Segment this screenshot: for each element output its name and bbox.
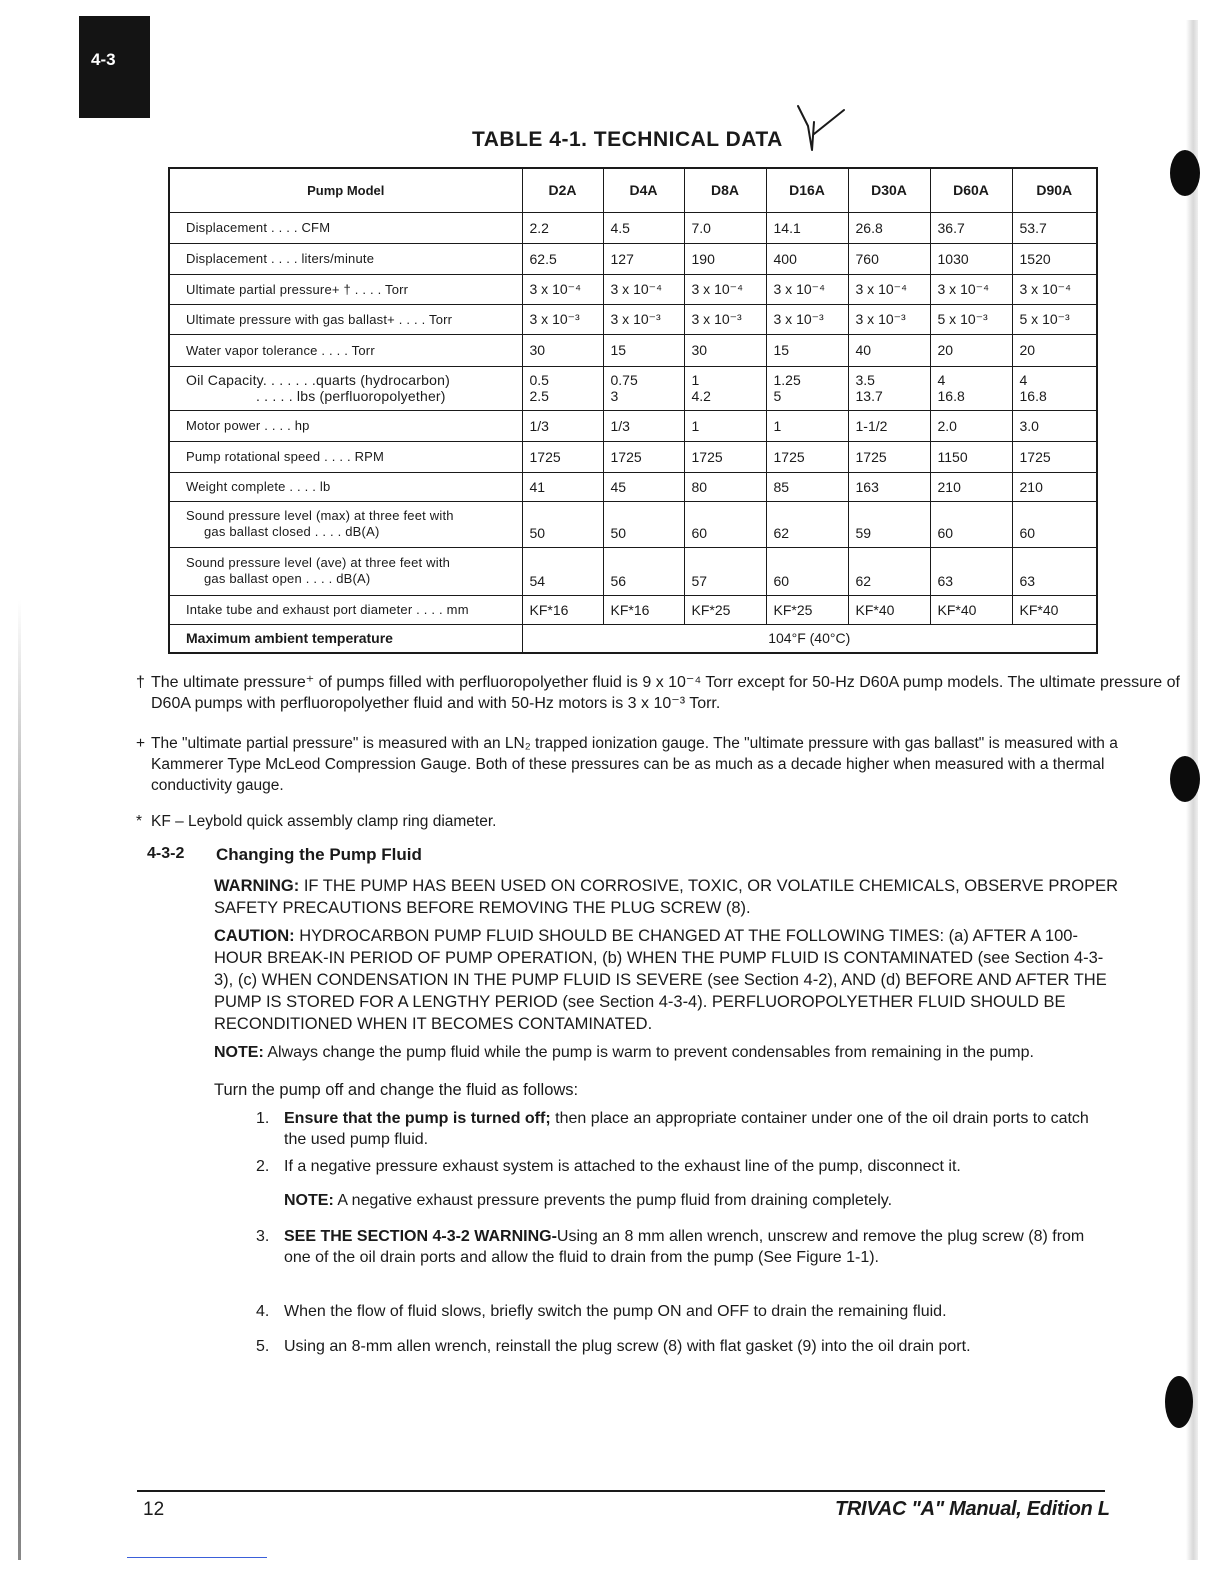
section-number: 4-3-2 — [147, 845, 185, 862]
table-row — [169, 212, 1097, 243]
cell: 1030 — [930, 243, 1012, 274]
header-model: D2A — [522, 168, 603, 212]
table-row — [169, 410, 1097, 441]
header-model: D8A — [684, 168, 766, 212]
caution-paragraph — [214, 925, 1119, 1035]
cell: 210 — [1012, 472, 1097, 501]
oil-label-hydrocarbon: Oil Capacity. . . . . . .quarts (hydrocarbon) — [186, 372, 450, 388]
step-text: Using an 8-mm allen wrench, reinstall the plug screw (8) with flat gasket (9) into the oil drain port. — [284, 1338, 971, 1355]
row-label — [169, 366, 522, 410]
row-label: Ultimate pressure with gas ballast+ . . . . Torr — [169, 304, 522, 334]
cell: 5 x 10⁻³ — [930, 304, 1012, 334]
step-number: 3. — [256, 1228, 270, 1245]
cell: 3 x 10⁻⁴ — [1012, 274, 1097, 304]
cell: KF*25 — [684, 595, 766, 624]
step-bold: SEE THE SECTION 4-3-2 WARNING- — [284, 1228, 557, 1245]
header-model: D4A — [603, 168, 684, 212]
caution-text: HYDROCARBON PUMP FLUID SHOULD BE CHANGED AT THE FOLLOWING TIMES: (a) AFTER A 100-HOUR BREAK-IN PERIOD OF PUMP OPERATION, (b) WHEN THE PUMP FLUID IS CONTAMINATED (see Section 4-3-3), (c) WHEN CONDENSATION IN THE PUMP FLUID IS SEVERE (see Section 4-2), AND (d) BEFORE AND AFTER THE PUMP IS STORED FOR A LENGTHY PERIOD (see Section 4-3-4). PERFLUOROPOLYETHER FLUID SHOULD BE RECONDITIONED WHEN IT BECOMES CONTAMINATED. — [214, 927, 1107, 1033]
step-text: If a negative pressure exhaust system is attached to the exhaust line of the pump, disconnect it. — [284, 1158, 961, 1175]
cell: 3 x 10⁻³ — [603, 304, 684, 334]
table-row — [169, 595, 1097, 624]
chapter-tab-label: 4-3 — [91, 50, 116, 69]
cell: 1725 — [603, 441, 684, 472]
cell: 41 — [522, 472, 603, 501]
cell: 15 — [766, 334, 848, 366]
footnote-symbol: † — [136, 674, 145, 691]
header-model: D90A — [1012, 168, 1097, 212]
step-1 — [256, 1108, 1106, 1150]
cell: 53.7 — [1012, 212, 1097, 243]
cell: 760 — [848, 243, 930, 274]
step-2 — [256, 1156, 1106, 1177]
note-paragraph — [214, 1042, 1119, 1064]
cell: 4.5 — [603, 212, 684, 243]
cell: 85 — [766, 472, 848, 501]
cell: 3.0 — [1012, 410, 1097, 441]
row-label: Motor power . . . . hp — [169, 410, 522, 441]
table-row-oil-capacity — [169, 366, 1097, 410]
intro-paragraph: Turn the pump off and change the fluid as follows: — [214, 1081, 579, 1099]
cell: 54 — [522, 547, 603, 595]
cell: 3 x 10⁻³ — [522, 304, 603, 334]
cell: 190 — [684, 243, 766, 274]
header-model: D30A — [848, 168, 930, 212]
table-header-row — [169, 168, 1097, 212]
cell: KF*40 — [848, 595, 930, 624]
row-label: Weight complete . . . . lb — [169, 472, 522, 501]
table-row — [169, 304, 1097, 334]
footnote-symbol: * — [136, 813, 143, 830]
step-number: 5. — [256, 1338, 270, 1355]
header-pump-model: Pump Model — [169, 168, 522, 212]
cell: 163 — [848, 472, 930, 501]
row-label: Water vapor tolerance . . . . Torr — [169, 334, 522, 366]
cell: 3 x 10⁻⁴ — [603, 274, 684, 304]
table-row-sound-max — [169, 501, 1097, 547]
cell: 2.0 — [930, 410, 1012, 441]
cell: 50 — [603, 501, 684, 547]
note-label: NOTE: — [284, 1192, 334, 1209]
cell: 210 — [930, 472, 1012, 501]
step-text: Using an 8 mm allen wrench, unscrew and remove the plug screw (8) from one of the oil drain ports and allow the fluid to drain from the pump (See Figure 1-1). — [284, 1228, 1085, 1266]
cell: 57 — [684, 547, 766, 595]
footnote-star — [136, 811, 1036, 832]
cell: 63 — [930, 547, 1012, 595]
caution-label: CAUTION: — [214, 927, 295, 945]
cell: 4 16.8 — [1012, 366, 1097, 410]
cell: 3 x 10⁻⁴ — [522, 274, 603, 304]
step-5 — [256, 1336, 1056, 1357]
footnote-dagger — [136, 672, 1181, 714]
cell: 80 — [684, 472, 766, 501]
cell: 1725 — [522, 441, 603, 472]
footnote-text: The "ultimate partial pressure" is measured with an LN₂ trapped ionization gauge. The "ultimate pressure with gas ballast" is measured with a Kammerer Type McLeod Compression Gauge. Both of these pressures can be as much as a decade higher when measured with a thermal conductivity gauge. — [151, 735, 1118, 794]
cell: 3.5 13.7 — [848, 366, 930, 410]
cell: 30 — [684, 334, 766, 366]
chapter-tab — [79, 16, 150, 118]
step-bold: Ensure that the pump is turned off; — [284, 1110, 551, 1127]
cell: 1725 — [766, 441, 848, 472]
scan-artifact-line — [127, 1557, 267, 1558]
table-row — [169, 441, 1097, 472]
cell: KF*16 — [603, 595, 684, 624]
footer-rule — [137, 1490, 1105, 1492]
table-row — [169, 243, 1097, 274]
manual-title: TRIVAC "A" Manual, Edition L — [835, 1498, 1110, 1520]
cell: 1 — [766, 410, 848, 441]
note-text: A negative exhaust pressure prevents the pump fluid from draining completely. — [333, 1192, 893, 1209]
cell: 1520 — [1012, 243, 1097, 274]
cell: 63 — [1012, 547, 1097, 595]
technical-data-table — [168, 167, 1098, 654]
cell: 50 — [522, 501, 603, 547]
cell: 3 x 10⁻³ — [766, 304, 848, 334]
cell: 1725 — [1012, 441, 1097, 472]
handwritten-check-mark — [790, 104, 852, 164]
cell: 40 — [848, 334, 930, 366]
cell: 60 — [930, 501, 1012, 547]
cell: 26.8 — [848, 212, 930, 243]
step-4 — [256, 1301, 1106, 1322]
cell: 2.2 — [522, 212, 603, 243]
cell: 0.75 3 — [603, 366, 684, 410]
cell: 0.5 2.5 — [522, 366, 603, 410]
cell: 60 — [684, 501, 766, 547]
footnote-symbol: + — [136, 735, 146, 752]
cell: 1725 — [848, 441, 930, 472]
cell: 62.5 — [522, 243, 603, 274]
row-label: Sound pressure level (ave) at three feet with gas ballast open . . . . dB(A) — [169, 547, 522, 595]
cell: 4 16.8 — [930, 366, 1012, 410]
cell: 62 — [848, 547, 930, 595]
cell: KF*16 — [522, 595, 603, 624]
row-label: Displacement . . . . liters/minute — [169, 243, 522, 274]
cell: KF*25 — [766, 595, 848, 624]
cell: 36.7 — [930, 212, 1012, 243]
step-number: 2. — [256, 1158, 270, 1175]
section-title: Changing the Pump Fluid — [216, 845, 422, 864]
row-label: Intake tube and exhaust port diameter . . . . mm — [169, 595, 522, 624]
footnote-plus — [136, 733, 1161, 796]
step-3 — [256, 1226, 1106, 1268]
cell: 1 4.2 — [684, 366, 766, 410]
cell: KF*40 — [930, 595, 1012, 624]
cell: 62 — [766, 501, 848, 547]
cell: 20 — [930, 334, 1012, 366]
step-2-note — [256, 1190, 1106, 1211]
cell: 7.0 — [684, 212, 766, 243]
table-row-sound-ave — [169, 547, 1097, 595]
cell: 30 — [522, 334, 603, 366]
table-row — [169, 274, 1097, 304]
cell: 3 x 10⁻⁴ — [684, 274, 766, 304]
step-number: 1. — [256, 1110, 270, 1127]
cell: 1-1/2 — [848, 410, 930, 441]
punch-hole — [1165, 1376, 1193, 1428]
step-text: When the flow of fluid slows, briefly switch the pump ON and OFF to drain the remaining fluid. — [284, 1303, 947, 1320]
punch-hole — [1170, 756, 1200, 802]
ambient-value: 104°F (40°C) — [522, 624, 1097, 653]
row-label: Sound pressure level (max) at three feet with gas ballast closed . . . . dB(A) — [169, 501, 522, 547]
cell: 59 — [848, 501, 930, 547]
note-text: Always change the pump fluid while the pump is warm to prevent condensables from remaining in the pump. — [263, 1044, 1034, 1061]
cell: 3 x 10⁻³ — [848, 304, 930, 334]
cell: 3 x 10⁻³ — [684, 304, 766, 334]
note-label: NOTE: — [214, 1044, 264, 1061]
header-model: D60A — [930, 168, 1012, 212]
cell: 3 x 10⁻⁴ — [930, 274, 1012, 304]
footnote-text: KF – Leybold quick assembly clamp ring diameter. — [151, 813, 497, 830]
cell: 60 — [1012, 501, 1097, 547]
row-label: Ultimate partial pressure+ † . . . . Torr — [169, 274, 522, 304]
header-model: D16A — [766, 168, 848, 212]
oil-label-perfluoro: . . . . . lbs (perfluoropolyether) — [256, 388, 446, 404]
footnote-text: The ultimate pressure⁺ of pumps filled with perfluoropolyether fluid is 9 x 10⁻⁴ Torr except for 50-Hz D60A pump models. The ultimate pressure of D60A pumps with perfluoropolyether fluid and with 50-Hz motors is 3 x 10⁻³ Torr. — [151, 674, 1180, 712]
cell: 1/3 — [522, 410, 603, 441]
cell: 20 — [1012, 334, 1097, 366]
cell: 15 — [603, 334, 684, 366]
cell: 1150 — [930, 441, 1012, 472]
cell: 14.1 — [766, 212, 848, 243]
page-number: 12 — [143, 1499, 165, 1520]
cell: 400 — [766, 243, 848, 274]
cell: 56 — [603, 547, 684, 595]
warning-paragraph — [214, 875, 1119, 919]
table-row — [169, 334, 1097, 366]
cell: 127 — [603, 243, 684, 274]
cell: 45 — [603, 472, 684, 501]
cell: 1.25 5 — [766, 366, 848, 410]
cell: 3 x 10⁻⁴ — [848, 274, 930, 304]
cell: 1/3 — [603, 410, 684, 441]
cell: KF*40 — [1012, 595, 1097, 624]
row-label: Displacement . . . . CFM — [169, 212, 522, 243]
cell: 5 x 10⁻³ — [1012, 304, 1097, 334]
step-number: 4. — [256, 1303, 270, 1320]
warning-text: IF THE PUMP HAS BEEN USED ON CORROSIVE, TOXIC, OR VOLATILE CHEMICALS, OBSERVE PROPER SAFETY PRECAUTIONS BEFORE REMOVING THE PLUG SCREW (8). — [214, 877, 1119, 917]
cell: 3 x 10⁻⁴ — [766, 274, 848, 304]
table-title: TABLE 4-1. TECHNICAL DATA — [472, 128, 783, 151]
cell: 60 — [766, 547, 848, 595]
table-row — [169, 472, 1097, 501]
table-row-ambient — [169, 624, 1097, 653]
row-label: Maximum ambient temperature — [169, 624, 522, 653]
cell: 1725 — [684, 441, 766, 472]
row-label: Pump rotational speed . . . . RPM — [169, 441, 522, 472]
cell: 1 — [684, 410, 766, 441]
step-text: then place an appropriate container under one of the oil drain ports to catch the used pump fluid. — [284, 1110, 1089, 1148]
scan-binding-edge — [18, 600, 21, 1560]
warning-label: WARNING: — [214, 877, 300, 895]
punch-hole — [1170, 150, 1200, 196]
